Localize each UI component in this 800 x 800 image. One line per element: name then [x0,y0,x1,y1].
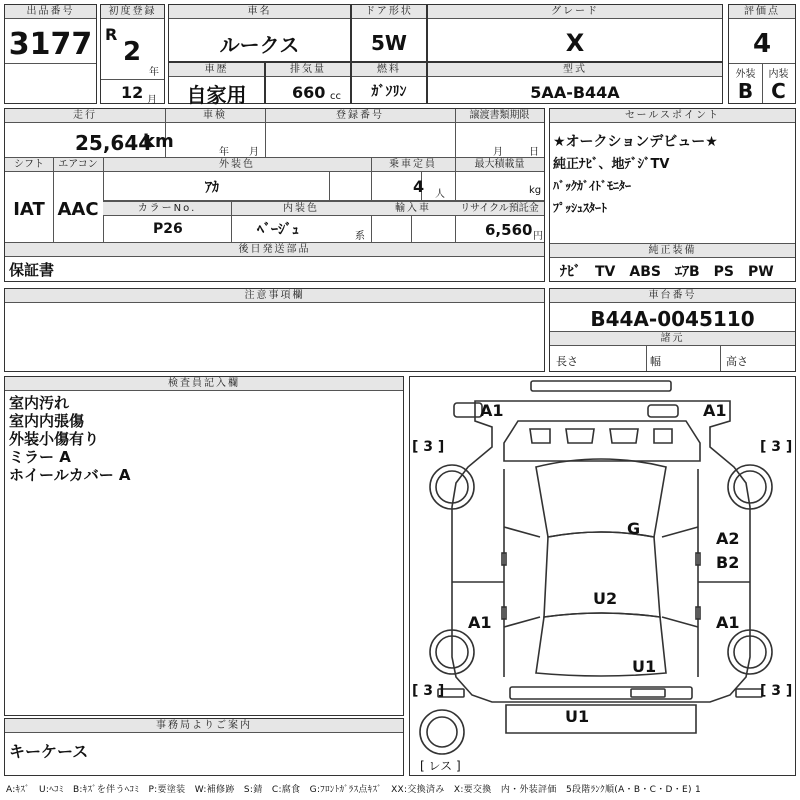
inspector-note: 外装小傷有り [9,430,100,448]
year-unit: 年 [149,67,159,78]
grade-label: グレード [428,5,722,19]
inspection-year-unit: 年 [219,147,229,158]
inspector-label: 検査員記入欄 [5,377,403,391]
mark-g: G [627,519,641,538]
length-label: 長さ [556,355,578,368]
recycle-unit: 円 [533,231,543,242]
ext-color: ｱｶ [205,180,219,196]
fuel: ｶﾞｿﾘﾝ [371,84,407,100]
ext-label: 外装 [735,69,756,80]
tire-tread-rr: [ 3 ] [760,683,793,699]
int-score: C [771,79,786,103]
width-label: 幅 [650,355,661,368]
inspection-label: 車検 [165,109,265,123]
mileage-label: 走行 [5,109,165,123]
model-code: 5AA-B44A [530,83,620,102]
spec-label: 諸元 [550,331,795,346]
capacity: 4 [413,177,425,196]
equipment: ﾅﾋﾞ TV ABS ｴｱB PS PW [560,264,774,280]
car-name-box [168,4,351,62]
mark-b2: B2 [716,553,740,572]
recycle-label: リサイクル預託金 [455,201,544,216]
int-color: ﾍﾞｰｼﾞｭ [257,222,299,238]
recycle: 6,560 [485,221,533,239]
mark-u2: U2 [593,589,618,608]
sales-line: ﾊﾞｯｸｶﾞｲﾄﾞﾓﾆﾀｰ [553,179,632,193]
tire-tread-fl: [ 3 ] [412,439,445,455]
office-label: 事務局よりご案内 [5,719,403,733]
inspection-month-unit: 月 [249,147,259,158]
history: 自家用 [186,83,247,107]
door-type: 5W [371,31,407,55]
fuel-box [351,62,427,104]
month-unit: 月 [147,95,157,106]
sales-line: ﾌﾟｯｼｭｽﾀｰﾄ [553,201,608,215]
lot-label: 出品番号 [5,5,96,19]
inspector-note: ホイールカバー A [9,466,131,484]
max-load-label: 最大積載量 [455,158,544,172]
displacement-label: 排気量 [266,63,350,77]
door-box [351,4,427,62]
office-note: キーケース [9,742,89,761]
ext-color-label: 外装色 [103,158,371,172]
color-no: P26 [153,221,183,237]
chassis-number: B44A-0045110 [590,307,755,331]
inspector-box [4,376,404,716]
sales-line: 純正ﾅﾋﾞ、地ﾃﾞｼﾞTV [553,157,670,172]
notes-label: 注意事項欄 [5,289,544,303]
grade-box [427,4,723,62]
car-name-label: 車名 [169,5,350,19]
history-box [168,62,265,107]
legend: A:ｷｽﾞ U:ﾍｺﾐ B:ｷｽﾞを伴うﾍｺﾐ P:要塗装 W:補修跡 S:錆 C:腐食 G:ﾌﾛﾝﾄｶﾞﾗｽ点ｷｽﾞ XX:交換済み X:要交換 内・外装評価 5段階ﾗﾝｸ順(A・B・C・D・E) 1 [6,785,702,795]
model-label: 型式 [428,63,722,77]
equip-label: 純正装備 [550,243,795,258]
inspector-note: 室内汚れ [9,394,70,412]
transfer-month-unit: 月 [493,147,503,158]
score-box [728,4,796,104]
chassis-box [549,288,796,372]
capacity-label: 乗車定員 [371,158,455,172]
reg-no-label: 登録番号 [265,109,455,123]
sales-points [549,108,796,282]
first-reg-label: 初度登録 [101,5,164,19]
grade: X [565,29,585,57]
office-box [4,718,404,776]
tire-tread-fr: [ 3 ] [760,439,793,455]
ext-score: B [737,79,754,103]
fuel-label: 燃料 [352,63,426,77]
model-box [427,62,723,104]
sales-label: セールスポイント [550,109,795,123]
height-label: 高さ [726,355,748,368]
ac-label: エアコン [53,158,103,172]
later-parts-label: 後日発送部品 [5,243,544,257]
displacement-box [265,62,351,104]
score: 4 [752,29,772,59]
lot-box [4,4,97,104]
int-color-label: 内装色 [231,201,371,216]
mark-u1-rear: U1 [565,707,590,726]
spare-tire-status: [ レス ] [420,759,461,773]
later-parts: 保証書 [9,261,55,279]
car-name: ルークス [219,33,300,57]
shift-label: シフト [5,158,53,172]
mark-u1-rear-window: U1 [632,657,657,676]
damage-diagram [409,376,796,776]
inspector-note: 室内内張傷 [9,412,85,430]
vehicle-details [4,108,545,282]
displacement: 660 [292,83,326,102]
transfer-label: 譲渡書類期限 [455,109,544,123]
mark-a1-mid-left: A1 [468,613,492,632]
mileage-unit: km [143,131,174,152]
chassis-label: 車台番号 [550,289,795,303]
reg-year: 2 [123,37,142,67]
int-label: 内装 [768,69,789,80]
mark-a2: A2 [716,529,740,548]
history-label: 車歴 [169,63,264,77]
tire-tread-rl: [ 3 ] [412,683,445,699]
displacement-unit: cc [330,91,341,102]
ac: AAC [57,199,99,220]
era: R [105,25,118,44]
mark-a1-mid-right: A1 [716,613,740,632]
car-outline-diagram [410,377,795,775]
capacity-unit: 人 [435,189,445,200]
first-registration-box [100,4,165,104]
shift: IAT [13,199,45,220]
import-label: 輸入車 [371,201,455,216]
mark-a1-front-left: A1 [480,401,504,420]
inspector-note: ミラー A [9,448,71,466]
door-label: ドア形状 [352,5,426,19]
score-label: 評価点 [729,5,795,19]
color-no-label: カラーNo. [103,201,231,216]
transfer-day-unit: 日 [529,147,539,158]
int-color-unit: 系 [355,231,365,242]
lot-number: 3177 [8,27,93,62]
reg-month: 12 [121,83,144,102]
max-load-unit: kg [529,185,542,196]
mileage: 25,644 [75,131,153,155]
mark-a1-front-right: A1 [703,401,727,420]
sales-line: ★オークションデビュー★ [553,134,718,150]
notes-box [4,288,545,372]
